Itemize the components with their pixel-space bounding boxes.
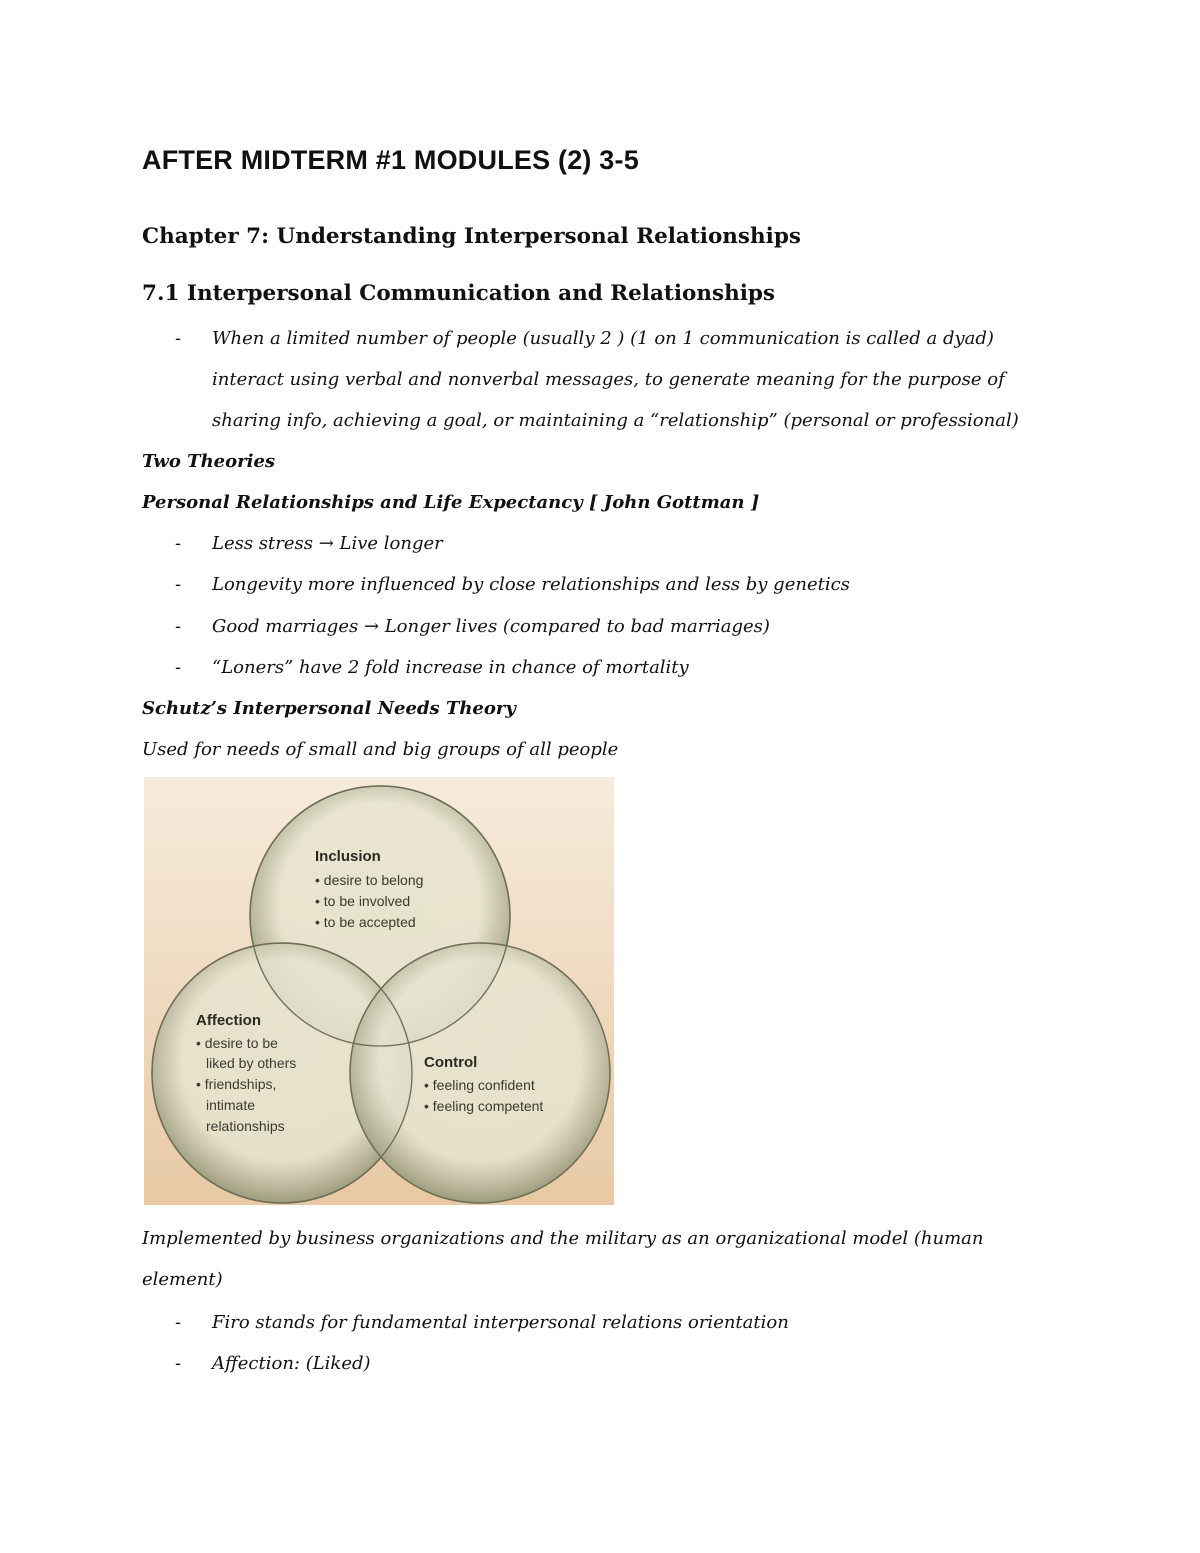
chapter-heading: Chapter 7: Understanding Interpersonal Relationships [142,224,801,249]
definition-line: When a limited number of people (usually 2 ) (1 on 1 communication is called a dyad) [212,328,994,349]
affection-item: relationships [206,1118,285,1134]
bullet-text: Affection: (Liked) [212,1353,371,1374]
affection-item: intimate [206,1097,256,1113]
bullet-text: Less stress → Live longer [212,533,443,554]
affection-item: • friendships, [196,1076,277,1092]
implemented-line: element) [142,1269,223,1290]
bullet-marker: - [175,657,182,678]
schutz-description: Used for needs of small and big groups of all people [142,739,619,760]
inclusion-item: • to be accepted [315,914,416,930]
bullet-text: “Loners” have 2 fold increase in chance of mortality [212,657,689,678]
document-title: AFTER MIDTERM #1 MODULES (2) 3-5 [142,145,639,175]
bullet-marker: - [175,616,182,637]
interpersonal-needs-venn-diagram [144,777,614,1205]
control-item: • feeling confident [424,1077,535,1093]
definition-text [212,318,1019,441]
bullet-marker: - [175,328,182,349]
definition-line: interact using verbal and nonverbal messages, to generate meaning for the purpose of [212,369,1005,390]
control-title: Control [424,1054,478,1071]
bullet-marker: - [175,533,182,554]
implemented-paragraph [142,1218,1062,1300]
schutz-heading: Schutz’s Interpersonal Needs Theory [142,698,516,719]
bullet-marker: - [175,1312,182,1333]
control-circle [350,943,610,1203]
affection-item: • desire to be [196,1035,278,1051]
inclusion-title: Inclusion [315,848,381,865]
inclusion-item: • desire to belong [315,872,424,888]
bullet-marker: - [175,574,182,595]
bullet-text: Firo stands for fundamental interpersonal relations orientation [212,1312,789,1333]
control-item: • feeling competent [424,1098,544,1114]
definition-line: sharing info, achieving a goal, or maintaining a “relationship” (personal or professional) [212,410,1019,431]
section-heading: 7.1 Interpersonal Communication and Relationships [142,281,776,306]
inclusion-item: • to be involved [315,893,411,909]
affection-title: Affection [196,1012,261,1029]
bullet-text: Good marriages → Longer lives (compared to bad marriages) [212,616,770,637]
gottman-heading: Personal Relationships and Life Expectancy [ John Gottman ] [142,492,760,513]
two-theories-heading: Two Theories [142,451,276,472]
bullet-marker: - [175,1353,182,1374]
implemented-line: Implemented by business organizations and the military as an organizational model (human [142,1228,984,1249]
affection-item: liked by others [206,1055,297,1071]
bullet-text: Longevity more influenced by close relationships and less by genetics [212,574,850,595]
